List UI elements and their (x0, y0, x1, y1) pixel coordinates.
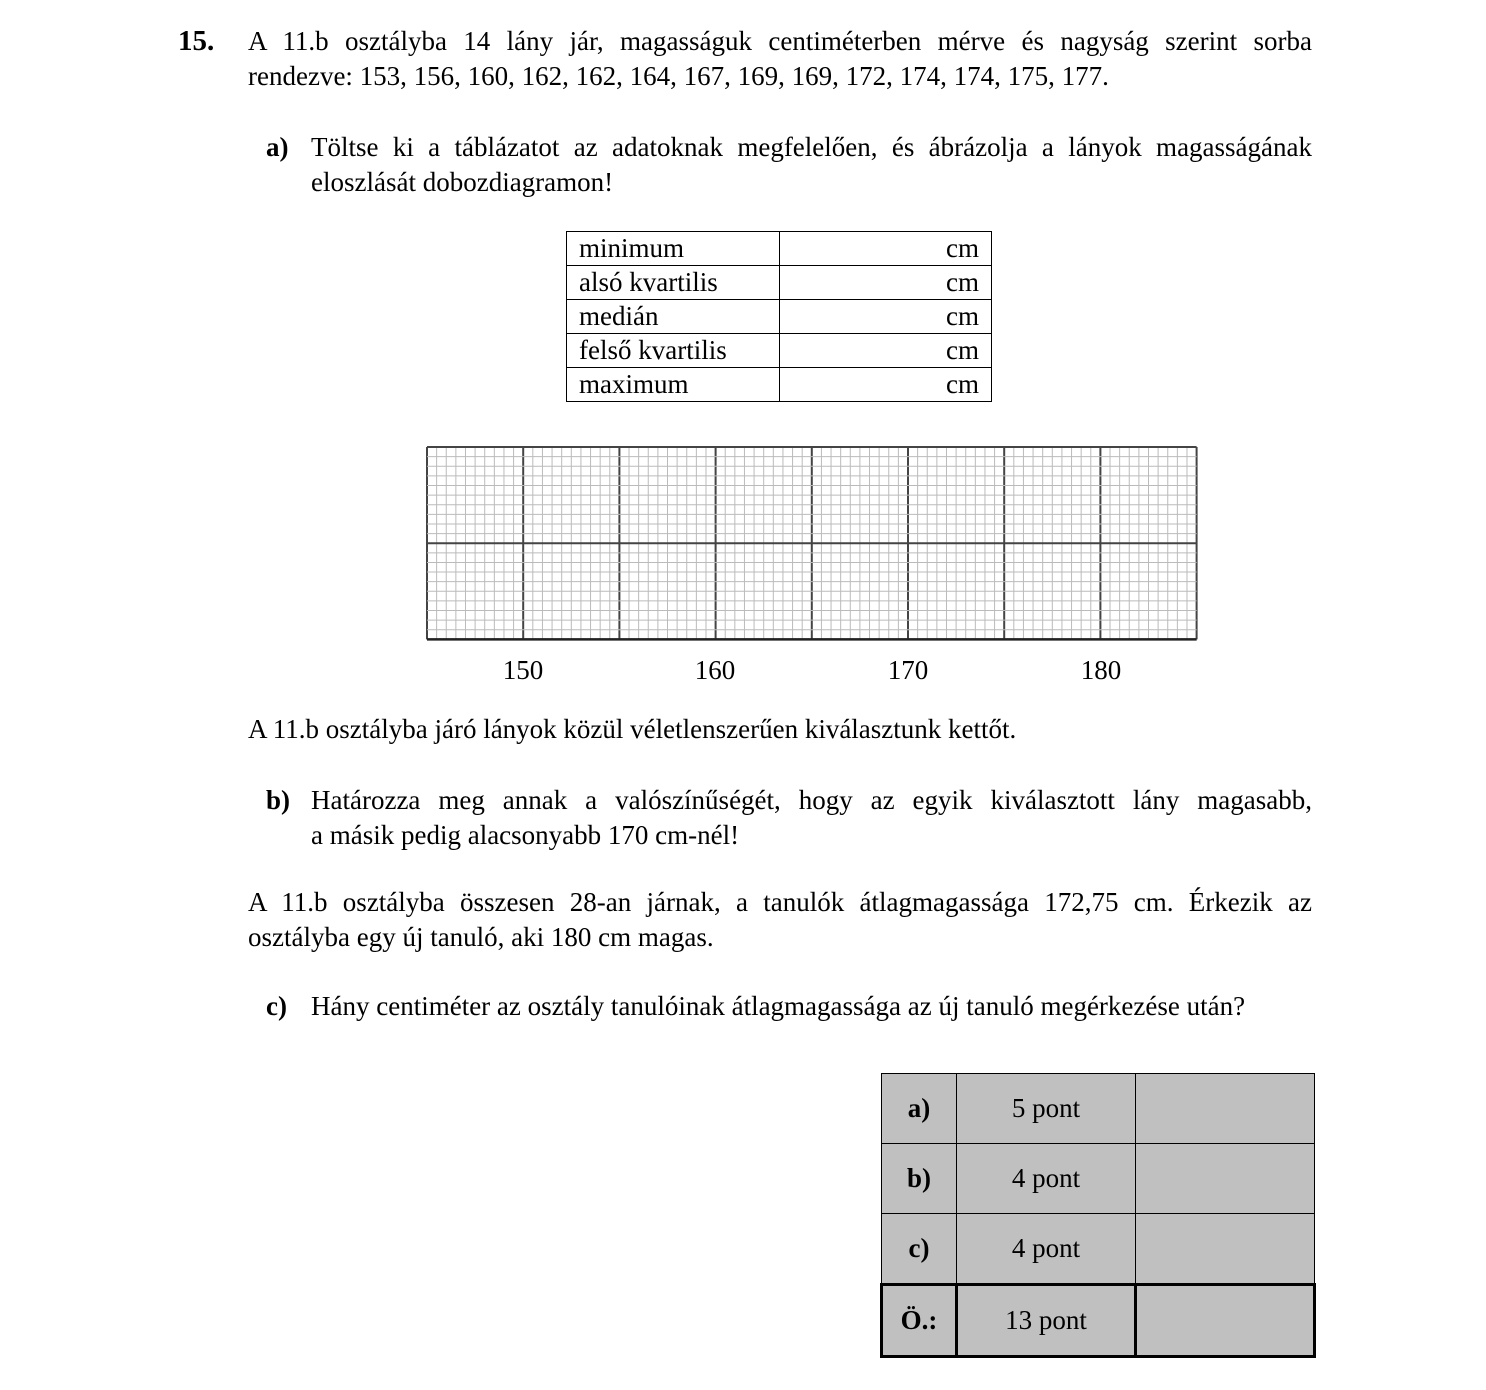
part-a-line-2: eloszlását dobozdiagramon! (311, 167, 614, 197)
stats-name: minimum (567, 232, 780, 266)
stats-input-cell[interactable]: cm (780, 232, 992, 266)
stats-input-cell[interactable]: cm (780, 368, 992, 402)
score-total-row (882, 1285, 1315, 1357)
part-a-line-1: Töltse ki a táblázatot az adatoknak megfelelően, és ábrázolja a lányok magasságának (311, 132, 1312, 162)
part-b-label: b) (266, 785, 291, 815)
stats-row (567, 368, 992, 402)
part-a-text (311, 130, 1312, 200)
class-line-1: A 11.b osztályba összesen 28-an járnak, a tanulók átlagmagassága 172,75 cm. Érkezik az (248, 887, 1312, 917)
part-c-label: c) (266, 991, 287, 1021)
score-part: a) (882, 1074, 957, 1144)
stats-input-cell[interactable]: cm (780, 334, 992, 368)
score-input-cell[interactable] (1136, 1144, 1315, 1214)
score-row (882, 1214, 1315, 1285)
stats-name: alsó kvartilis (567, 266, 780, 300)
score-input-cell[interactable] (1136, 1214, 1315, 1285)
part-b-line-2: a másik pedig alacsonyabb 170 cm-nél! (311, 820, 740, 850)
box-plot-grid[interactable] (420, 440, 1200, 645)
score-points: 4 pont (957, 1144, 1136, 1214)
intro-line-2: rendezve: 153, 156, 160, 162, 162, 164, 167, 169, 169, 172, 174, 174, 175, 177. (248, 61, 1109, 91)
stats-row (567, 232, 992, 266)
stats-row (567, 266, 992, 300)
score-part: c) (882, 1214, 957, 1285)
score-total-points: 13 pont (957, 1285, 1136, 1357)
score-total-input-cell[interactable] (1136, 1285, 1315, 1357)
part-b-line-1: Határozza meg annak a valószínűségét, hogy az egyik kiválasztott lány magasabb, (311, 785, 1312, 815)
part-a-label: a) (266, 132, 289, 162)
part-b-text (311, 783, 1312, 853)
stats-name: felső kvartilis (567, 334, 780, 368)
score-input-cell[interactable] (1136, 1074, 1315, 1144)
problem-number: 15. (178, 25, 215, 57)
score-row (882, 1074, 1315, 1144)
class-text (248, 885, 1312, 955)
stats-input-cell[interactable]: cm (780, 300, 992, 334)
score-points: 5 pont (957, 1074, 1136, 1144)
problem-intro (248, 24, 1312, 94)
x-tick-label: 150 (502, 655, 544, 685)
stats-name: medián (567, 300, 780, 334)
stats-row (567, 334, 992, 368)
score-points: 4 pont (957, 1214, 1136, 1285)
score-part: b) (882, 1144, 957, 1214)
score-table (880, 1073, 1316, 1358)
between-text: A 11.b osztályba járó lányok közül véletlenszerűen kiválasztunk kettőt. (248, 714, 1017, 744)
stats-row (567, 300, 992, 334)
stats-input-cell[interactable]: cm (780, 266, 992, 300)
score-total-label: Ö.: (882, 1285, 957, 1357)
intro-line-1: A 11.b osztályba 14 lány jár, magasságuk centiméterben mérve és nagyság szerint sorba (248, 26, 1312, 56)
stats-name: maximum (567, 368, 780, 402)
class-line-2: osztályba egy új tanuló, aki 180 cm magas. (248, 922, 714, 952)
x-tick-label: 160 (694, 655, 736, 685)
x-tick-label: 180 (1080, 655, 1122, 685)
part-c-text: Hány centiméter az osztály tanulóinak átlagmagassága az új tanuló megérkezése után? (311, 991, 1246, 1021)
score-row (882, 1144, 1315, 1214)
stats-table (566, 231, 992, 402)
x-tick-label: 170 (887, 655, 929, 685)
